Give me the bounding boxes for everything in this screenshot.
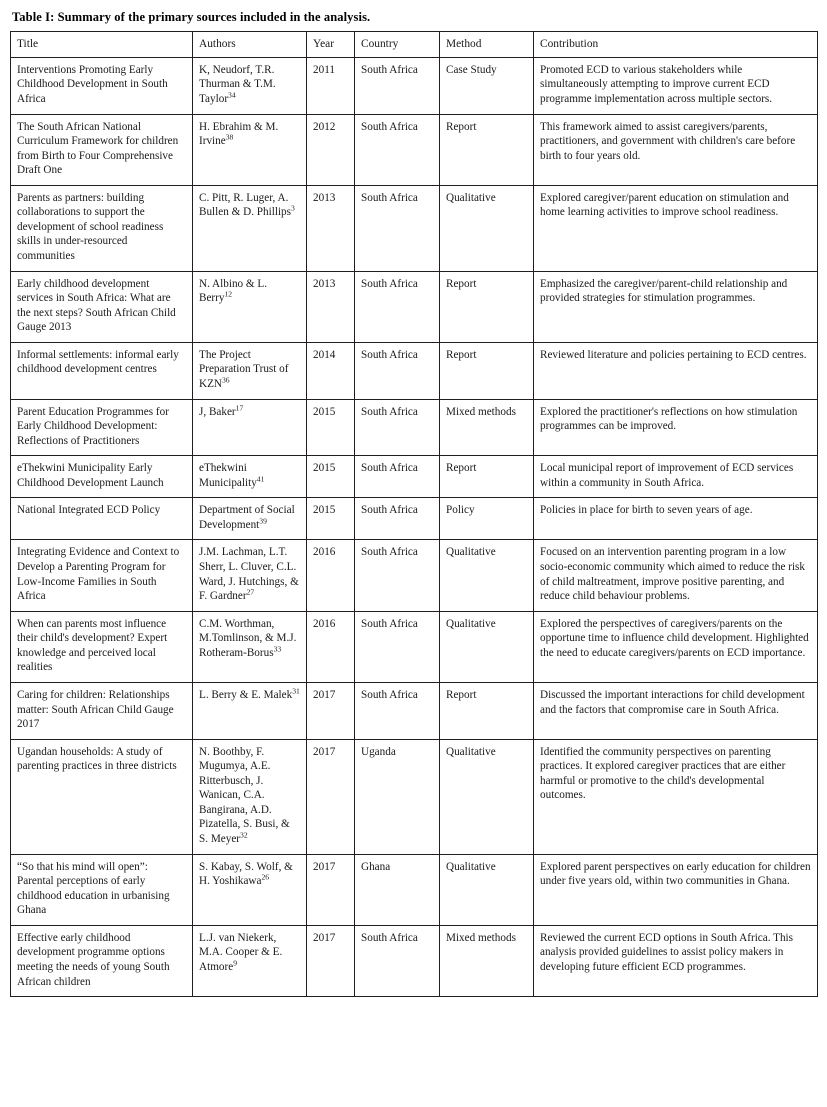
cell-authors: C. Pitt, R. Luger, A. Bullen & D. Phillips$^3$	[193, 185, 307, 271]
cell-authors: C.M. Worthman, M.Tomlinson, & M.J. Rotheram-Borus$^{33}$	[193, 611, 307, 682]
cell-title: “So that his mind will open”: Parental perceptions of early childhood education in urbanising Ghana	[11, 854, 193, 925]
column-header-method: Method	[440, 32, 534, 58]
citation-superscript: 3	[291, 203, 295, 213]
cell-authors: J, Baker$^{17}$	[193, 399, 307, 456]
table-row	[11, 854, 818, 925]
cell-contribution: Explored the perspectives of caregivers/parents on the opportune time to influence child development. Highlighted the need to educate caregivers/parents on ECD importance.	[534, 611, 818, 682]
cell-year: 2012	[307, 114, 355, 185]
cell-contribution: Policies in place for birth to seven years of age.	[534, 498, 818, 540]
table-row	[11, 682, 818, 739]
table-row	[11, 739, 818, 854]
table-row	[11, 540, 818, 611]
column-header-contribution: Contribution	[534, 32, 818, 58]
table-row	[11, 271, 818, 342]
cell-contribution: Reviewed literature and policies pertaining to ECD centres.	[534, 342, 818, 399]
citation-superscript: 41	[256, 474, 265, 484]
citation-superscript: 36	[222, 375, 230, 385]
cell-year: 2017	[307, 854, 355, 925]
cell-title: Caring for children: Relationships matter: South African Child Gauge 2017	[11, 682, 193, 739]
column-header-country: Country	[355, 32, 440, 58]
table-row	[11, 114, 818, 185]
cell-country: South Africa	[355, 271, 440, 342]
cell-method: Mixed methods	[440, 399, 534, 456]
cell-country: South Africa	[355, 498, 440, 540]
cell-country: South Africa	[355, 342, 440, 399]
cell-authors: N. Albino & L. Berry$^{12}$	[193, 271, 307, 342]
table-caption: Table I: Summary of the primary sources included in the analysis.	[12, 10, 371, 24]
table-row	[11, 456, 818, 498]
cell-year: 2017	[307, 682, 355, 739]
cell-country: South Africa	[355, 114, 440, 185]
cell-contribution: Focused on an intervention parenting program in a low socio-economic community which aimed to reduce the risk of child maltreatment, improve positive parenting, and reduce child behaviour problems.	[534, 540, 818, 611]
table-row	[11, 57, 818, 114]
column-header-authors: Authors	[193, 32, 307, 58]
citation-superscript: 31	[292, 686, 300, 696]
cell-method: Report	[440, 342, 534, 399]
cell-year: 2017	[307, 925, 355, 996]
cell-title: Interventions Promoting Early Childhood Development in South Africa	[11, 57, 193, 114]
cell-authors: H. Ebrahim & M. Irvine$^{38}$	[193, 114, 307, 185]
cell-contribution: Reviewed the current ECD options in South Africa. This analysis provided guidelines to assist policy makers in developing future efficient ECD programmes.	[534, 925, 818, 996]
cell-method: Qualitative	[440, 611, 534, 682]
cell-authors: S. Kabay, S. Wolf, & H. Yoshikawa$^{26}$	[193, 854, 307, 925]
table-row	[11, 399, 818, 456]
cell-authors: L.J. van Niekerk, M.A. Cooper & E. Atmore$^9$	[193, 925, 307, 996]
table-row	[11, 185, 818, 271]
cell-title: Early childhood development services in South Africa: What are the next steps? South African Child Gauge 2013	[11, 271, 193, 342]
table-header-row	[11, 32, 818, 58]
table-row	[11, 611, 818, 682]
cell-contribution: Promoted ECD to various stakeholders while simultaneously attempting to improve current ECD programme implementation across multiple sectors.	[534, 57, 818, 114]
cell-title: Informal settlements: informal early childhood development centres	[11, 342, 193, 399]
cell-title: Parents as partners: building collaborations to support the development of school readiness skills in under-resourced communities	[11, 185, 193, 271]
cell-method: Report	[440, 114, 534, 185]
cell-title: Integrating Evidence and Context to Develop a Parenting Program for Low-Income Families in South Africa	[11, 540, 193, 611]
cell-year: 2017	[307, 739, 355, 854]
cell-country: South Africa	[355, 682, 440, 739]
cell-year: 2013	[307, 185, 355, 271]
citation-superscript: 26	[261, 872, 270, 882]
cell-year: 2015	[307, 498, 355, 540]
cell-contribution: This framework aimed to assist caregivers/parents, practitioners, and government with children's care before birth to four years old.	[534, 114, 818, 185]
cell-year: 2015	[307, 399, 355, 456]
cell-method: Report	[440, 271, 534, 342]
column-header-year: Year	[307, 32, 355, 58]
cell-authors: K, Neudorf, T.R. Thurman & T.M. Taylor$^{34}$	[193, 57, 307, 114]
primary-sources-table	[10, 31, 818, 997]
cell-contribution: Discussed the important interactions for child development and the factors that compromise care in South Africa.	[534, 682, 818, 739]
cell-country: South Africa	[355, 540, 440, 611]
cell-country: South Africa	[355, 57, 440, 114]
cell-contribution: Local municipal report of improvement of ECD services within a community in South Africa.	[534, 456, 818, 498]
table-row	[11, 498, 818, 540]
cell-title: Ugandan households: A study of parenting practices in three districts	[11, 739, 193, 854]
citation-superscript: 9	[233, 958, 237, 968]
cell-method: Qualitative	[440, 854, 534, 925]
cell-country: South Africa	[355, 185, 440, 271]
cell-country: South Africa	[355, 611, 440, 682]
citation-superscript: 17	[235, 402, 244, 412]
citation-superscript: 34	[228, 90, 236, 100]
cell-authors: N. Boothby, F. Mugumya, A.E. Ritterbusch, J. Wanican, C.A. Bangirana, A.D. Pizatella, S. Busi, & S. Meyer$^{32}$	[193, 739, 307, 854]
citation-superscript: 38	[225, 132, 234, 142]
table-row	[11, 925, 818, 996]
cell-year: 2011	[307, 57, 355, 114]
cell-contribution: Explored caregiver/parent education on stimulation and home learning activities to improve school readiness.	[534, 185, 818, 271]
cell-year: 2015	[307, 456, 355, 498]
cell-contribution: Explored the practitioner's reflections on how stimulation programmes can be improved.	[534, 399, 818, 456]
cell-title: When can parents most influence their child's development? Expert knowledge and perceived local realities	[11, 611, 193, 682]
cell-country: Ghana	[355, 854, 440, 925]
cell-method: Report	[440, 456, 534, 498]
cell-authors: eThekwini Municipality$^{41}$	[193, 456, 307, 498]
cell-contribution: Emphasized the caregiver/parent-child relationship and provided strategies for stimulation programmes.	[534, 271, 818, 342]
cell-title: eThekwini Municipality Early Childhood Development Launch	[11, 456, 193, 498]
cell-title: Parent Education Programmes for Early Childhood Development: Reflections of Practitioners	[11, 399, 193, 456]
cell-title: The South African National Curriculum Framework for children from Birth to Four Comprehensive Draft One	[11, 114, 193, 185]
citation-superscript: 27	[246, 587, 255, 597]
cell-method: Qualitative	[440, 739, 534, 854]
cell-authors: J.M. Lachman, L.T. Sherr, L. Cluver, C.L. Ward, J. Hutchings, & F. Gardner$^{27}$	[193, 540, 307, 611]
cell-authors: L. Berry & E. Malek$^{31}$	[193, 682, 307, 739]
citation-superscript: 39	[259, 516, 267, 526]
table-row	[11, 342, 818, 399]
cell-country: Uganda	[355, 739, 440, 854]
cell-authors: The Project Preparation Trust of KZN$^{36}$	[193, 342, 307, 399]
cell-year: 2014	[307, 342, 355, 399]
cell-year: 2016	[307, 611, 355, 682]
cell-title: National Integrated ECD Policy	[11, 498, 193, 540]
table-body	[11, 57, 818, 996]
citation-superscript: 12	[224, 289, 233, 299]
citation-superscript: 33	[273, 644, 282, 654]
cell-year: 2016	[307, 540, 355, 611]
cell-method: Report	[440, 682, 534, 739]
cell-country: South Africa	[355, 925, 440, 996]
cell-country: South Africa	[355, 456, 440, 498]
cell-authors: Department of Social Development$^{39}$	[193, 498, 307, 540]
cell-method: Case Study	[440, 57, 534, 114]
cell-method: Policy	[440, 498, 534, 540]
citation-superscript: 32	[240, 830, 248, 840]
cell-contribution: Explored parent perspectives on early education for children under five years old, within two communities in Ghana.	[534, 854, 818, 925]
column-header-title: Title	[11, 32, 193, 58]
cell-country: South Africa	[355, 399, 440, 456]
cell-method: Qualitative	[440, 540, 534, 611]
cell-method: Qualitative	[440, 185, 534, 271]
cell-contribution: Identified the community perspectives on parenting practices. It explored caregiver practices that are either harmful or promotive to the child's developmental outcomes.	[534, 739, 818, 854]
cell-year: 2013	[307, 271, 355, 342]
cell-title: Effective early childhood development programme options meeting the needs of young South African children	[11, 925, 193, 996]
cell-method: Mixed methods	[440, 925, 534, 996]
